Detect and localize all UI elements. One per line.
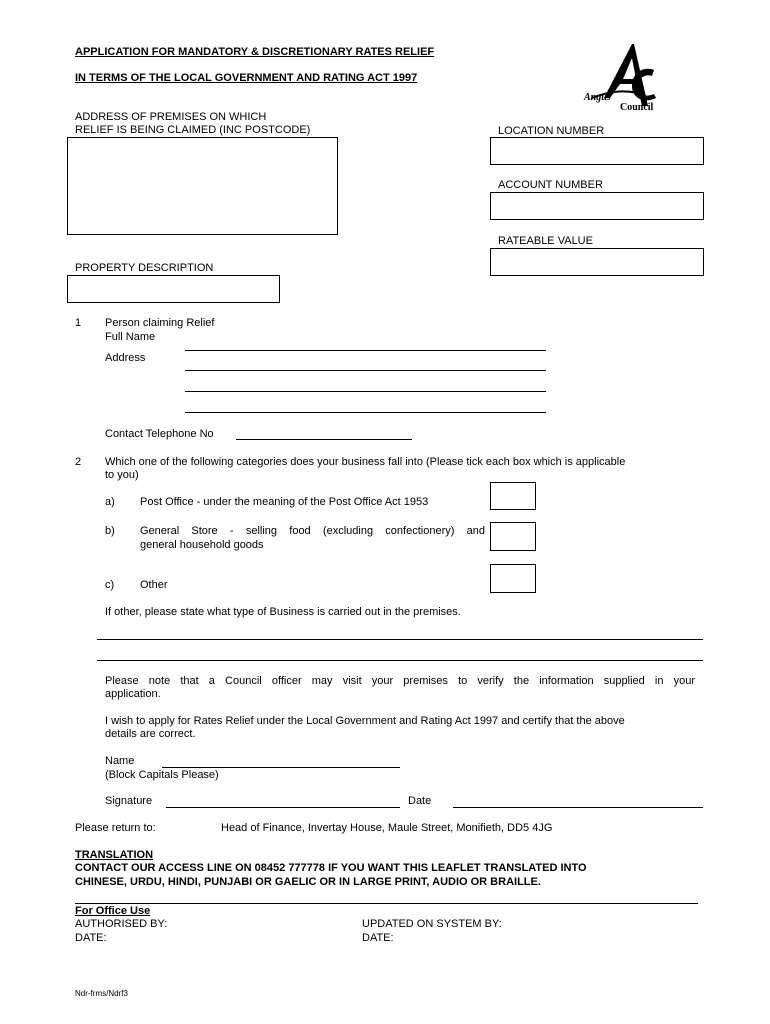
name-label: Name [105, 755, 135, 767]
phone-line[interactable] [236, 439, 412, 440]
address-line-3[interactable] [185, 412, 546, 413]
address-label-line2: RELIEF IS BEING CLAIMED (INC POSTCODE) [75, 124, 311, 136]
location-number-label: LOCATION NUMBER [498, 125, 605, 137]
option-b-letter: b) [105, 525, 115, 537]
other-business-line-1[interactable] [97, 639, 703, 640]
return-label: Please return to: [75, 822, 156, 834]
translation-line1: CONTACT OUR ACCESS LINE ON 08452 777778 IF YOU WANT THIS LEAFLET TRANSLATED INTO [75, 862, 587, 874]
rateable-value-label: RATEABLE VALUE [498, 235, 593, 247]
option-a-checkbox[interactable] [490, 482, 536, 510]
option-c-checkbox[interactable] [490, 564, 536, 593]
address-label-line1: ADDRESS OF PREMISES ON WHICH [75, 111, 267, 123]
office-date-right-label: DATE: [362, 932, 394, 944]
form-title: APPLICATION FOR MANDATORY & DISCRETIONARY RATES RELIEF [75, 46, 435, 58]
phone-label: Contact Telephone No [105, 428, 214, 440]
updated-by-label: UPDATED ON SYSTEM BY: [362, 918, 502, 930]
signature-label: Signature [105, 795, 153, 807]
premises-address-box[interactable] [67, 137, 338, 235]
option-a-text: Post Office - under the meaning of the Post Office Act 1953 [140, 496, 429, 508]
other-business-prompt: If other, please state what type of Business is carried out in the premises. [105, 606, 461, 618]
authorised-by-label: AUTHORISED BY: [75, 918, 168, 930]
account-number-label: ACCOUNT NUMBER [498, 179, 603, 191]
address-line-2[interactable] [185, 391, 546, 392]
option-b-checkbox[interactable] [490, 522, 536, 551]
office-date-left-label: DATE: [75, 932, 107, 944]
translation-line2: CHINESE, URDU, HINDI, PUNJABI OR GAELIC OR IN LARGE PRINT, AUDIO OR BRAILLE. [75, 876, 541, 888]
name-line[interactable] [162, 767, 400, 768]
address-line-1[interactable] [185, 370, 546, 371]
rateable-value-box[interactable] [490, 248, 704, 276]
section1-heading: Person claiming Relief [105, 317, 215, 329]
account-number-box[interactable] [490, 192, 704, 220]
option-b-text-line2: general household goods [140, 539, 264, 551]
section2-question-line1: Which one of the following categories does your business fall into (Please tick each box which is applicable [105, 456, 626, 468]
council-logo [582, 40, 666, 114]
section2-number: 2 [75, 456, 82, 468]
option-c-text: Other [140, 579, 168, 591]
office-use-heading: For Office Use [75, 905, 151, 917]
form-subtitle: IN TERMS OF THE LOCAL GOVERNMENT AND RATING ACT 1997 [75, 72, 418, 84]
other-business-line-2[interactable] [97, 660, 703, 661]
location-number-box[interactable] [490, 137, 704, 165]
apply-statement-line2: details are correct. [105, 728, 196, 740]
block-capitals-note: (Block Capitals Please) [105, 769, 219, 781]
office-use-divider [75, 903, 698, 904]
option-c-letter: c) [105, 579, 115, 591]
full-name-label: Full Name [105, 331, 156, 343]
section2-question-line2: to you) [105, 469, 139, 481]
translation-heading: TRANSLATION [75, 849, 154, 861]
address-label: Address [105, 352, 146, 364]
option-b-text-line1: General Store - selling food (excluding confectionery) and [140, 525, 485, 537]
logo-text-council: Council [620, 102, 654, 113]
return-address: Head of Finance, Invertay House, Maule Street, Monifieth, DD5 4JG [221, 822, 553, 834]
option-a-letter: a) [105, 496, 115, 508]
section1-number: 1 [75, 317, 82, 329]
date-line[interactable] [453, 807, 703, 808]
logo-text-angus: Angus [584, 92, 611, 103]
visit-note-line2: application. [105, 688, 161, 700]
form-reference: Ndr-frms/Ndrf3 [75, 989, 128, 998]
full-name-line[interactable] [185, 350, 546, 351]
date-label: Date [408, 795, 432, 807]
property-description-label: PROPERTY DESCRIPTION [75, 262, 214, 274]
property-description-box[interactable] [67, 275, 280, 303]
signature-line[interactable] [166, 807, 400, 808]
apply-statement-line1: I wish to apply for Rates Relief under the Local Government and Rating Act 1997 and certify that the above [105, 715, 625, 727]
visit-note-line1: Please note that a Council officer may visit your premises to verify the information supplied in your [105, 675, 695, 687]
